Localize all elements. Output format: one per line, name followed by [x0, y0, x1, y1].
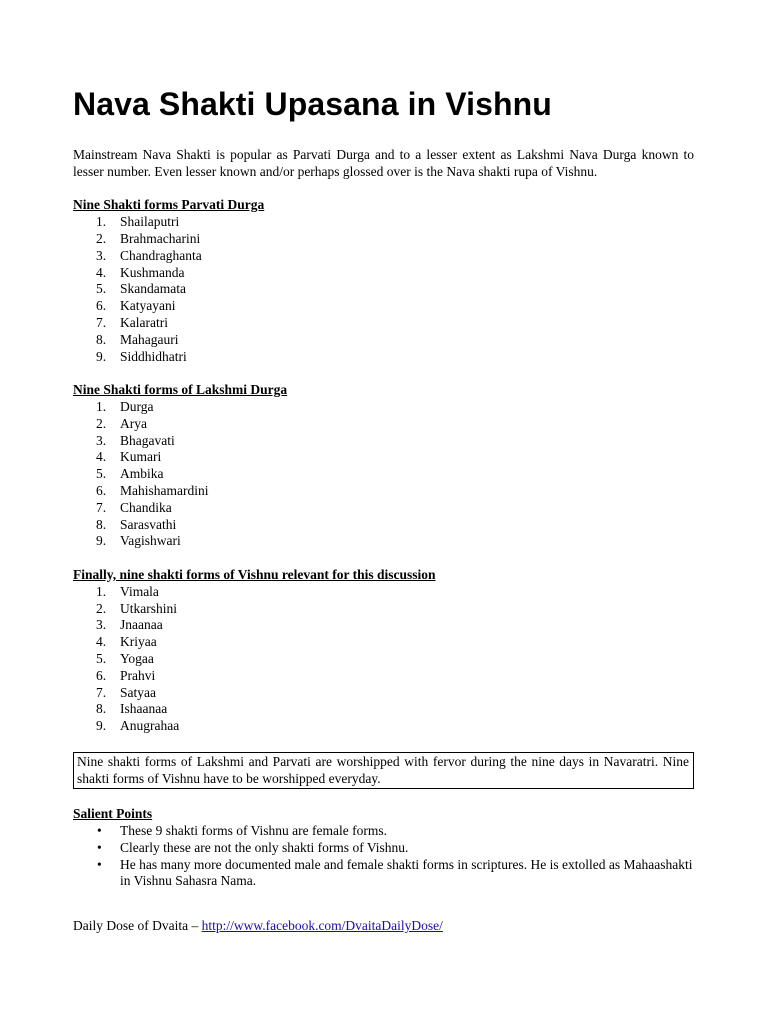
list-item: 6. Katyayani — [96, 298, 176, 314]
section-lakshmi — [73, 382, 694, 550]
list-item: 4. Kushmanda — [96, 264, 185, 280]
list-item: 7. Satyaa — [96, 684, 156, 700]
list-item: 8. Sarasvathi — [96, 516, 177, 532]
list-item: 5. Ambika — [96, 466, 164, 482]
lakshmi-list — [73, 399, 694, 550]
document-content — [73, 82, 694, 935]
list-item: 2. Arya — [96, 415, 147, 431]
list-item: 3. Jnaanaa — [96, 617, 163, 633]
list-item: 5. Yogaa — [96, 650, 154, 666]
list-item: 9. Siddhidhatri — [96, 348, 187, 364]
callout-box: Nine shakti forms of Lakshmi and Parvati are worshipped with fervor during the nine days in Navaratri. Nine shakti forms of Vishnu have to be worshipped everyday. — [73, 752, 694, 790]
list-item: 1. Shailaputri — [96, 214, 180, 230]
list-item: 4. Kumari — [96, 449, 162, 465]
list-item: 2. Brahmacharini — [96, 230, 201, 246]
list-item: 4. Kriyaa — [96, 634, 157, 650]
section-heading: Nine Shakti forms of Lakshmi Durga — [73, 382, 288, 398]
list-item: 7. Kalaratri — [96, 314, 168, 330]
list-item: 9. Anugrahaa — [96, 718, 180, 734]
section-heading: Nine Shakti forms Parvati Durga — [73, 197, 265, 213]
section-salient — [73, 806, 694, 890]
page-title: Nava Shakti Upasana in Vishnu — [73, 86, 552, 122]
list-item: 8. Ishaanaa — [96, 701, 168, 717]
bullet-item: • These 9 shakti forms of Vishnu are female forms. — [97, 823, 387, 839]
section-parvati — [73, 197, 694, 365]
bullet-item: • He has many more documented male and female shakti forms in scriptures. He is extolled as Mahaashakti in Vishnu Sahasra Nama. — [97, 856, 693, 889]
footer-prefix: Daily Dose of Dvaita – — [73, 918, 202, 934]
facebook-link[interactable]: http://www.facebook.com/DvaitaDailyDose/ — [201, 918, 443, 934]
list-item: 3. Chandraghanta — [96, 247, 202, 263]
footer — [73, 918, 694, 935]
list-item: 2. Utkarshini — [96, 600, 177, 616]
section-heading: Salient Points — [73, 806, 153, 822]
vishnu-list — [73, 584, 694, 735]
salient-list — [73, 823, 694, 890]
list-item: 8. Mahagauri — [96, 331, 179, 347]
list-item: 5. Skandamata — [96, 281, 186, 297]
section-heading: Finally, nine shakti forms of Vishnu relevant for this discussion — [73, 566, 436, 582]
list-item: 1. Vimala — [96, 583, 159, 599]
list-item: 6. Prahvi — [96, 667, 156, 683]
bullet-item: • Clearly these are not the only shakti forms of Vishnu. — [97, 839, 409, 855]
list-item: 7. Chandika — [96, 499, 172, 515]
parvati-list — [73, 214, 694, 365]
list-item: 1. Durga — [96, 398, 154, 414]
section-vishnu — [73, 567, 694, 735]
list-item: 9. Vagishwari — [96, 533, 181, 549]
list-item: 3. Bhagavati — [96, 432, 175, 448]
intro-paragraph: Mainstream Nava Shakti is popular as Parvati Durga and to a lesser extent as Lakshmi Nava Durga known to lesser number. Even lesser known and/or perhaps glossed over is the Nava shakti rupa of Vishnu. — [73, 147, 694, 179]
list-item: 6. Mahishamardini — [96, 482, 209, 498]
